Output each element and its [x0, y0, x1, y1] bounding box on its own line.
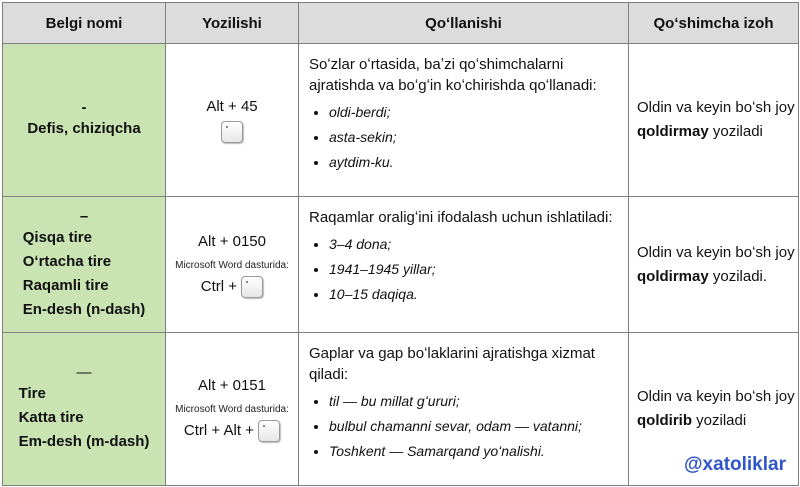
list-item: • 3–4 dona; — [329, 232, 618, 257]
sign-name: Em-desh (m-dash) — [18, 433, 150, 450]
sign-name: Katta tire — [18, 409, 84, 426]
list-item: • asta-sekin; — [329, 125, 618, 150]
usage-cell — [299, 333, 629, 486]
sign-symbol: - — [81, 99, 87, 116]
usage-text: Raqamlar oraligʻini ifodalash uchun ishlatiladi: — [309, 209, 613, 226]
list-item: • Toshkent — Samarqand yoʻnalishi. — [329, 439, 618, 464]
sign-name: Qisqa tire — [22, 228, 92, 246]
extra-note-bold: qoldirib — [637, 412, 692, 429]
list-item: • aytdim-ku. — [329, 150, 618, 175]
usage-text: Soʻzlar oʻrtasida, baʼzi qoʻshimchalarni ajratishda va boʻgʻin koʻchirishda qoʻllanadi: — [309, 56, 597, 94]
header-sign-name: Belgi nomi — [3, 3, 166, 44]
usage-cell — [299, 197, 629, 333]
alt-code: Alt + 0151 — [198, 377, 266, 394]
table-row-em-dash — [3, 333, 799, 486]
sign-name: Raqamli tire — [22, 276, 109, 294]
extra-note-cell — [629, 197, 799, 333]
typing-cell — [166, 44, 299, 197]
extra-note-bold: qoldirmay — [637, 123, 709, 140]
header-typing: Yozilishi — [166, 3, 299, 44]
list-item: • oldi-berdi; — [329, 100, 618, 125]
list-item: • bulbul chamanni sevar, odam — vatanni; — [329, 414, 618, 439]
header-row — [3, 3, 799, 44]
typing-cell — [166, 333, 299, 486]
usage-cell — [299, 44, 629, 197]
sign-name: En-desh (n-dash) — [22, 300, 146, 318]
sign-name-cell — [3, 333, 166, 486]
key-icon — [221, 121, 243, 143]
alt-code: Alt + 45 — [206, 98, 258, 115]
sign-name: Oʻrtacha tire — [22, 252, 112, 270]
example-list — [309, 232, 618, 307]
example-list — [309, 100, 618, 175]
extra-note-text: yoziladi — [692, 412, 747, 429]
sign-name-cell — [3, 197, 166, 333]
sign-symbol: – — [79, 207, 89, 225]
extra-note-text: Oldin va keyin boʻsh joy — [637, 243, 795, 261]
header-extra-note: Qoʻshimcha izoh — [629, 3, 799, 44]
sign-name-cell — [3, 44, 166, 197]
table-row-hyphen — [3, 44, 799, 197]
usage-text: Gaplar va gap boʻlaklarini ajratishga xizmat qiladi: — [309, 345, 595, 383]
word-note: Microsoft Word dasturida: — [175, 259, 289, 271]
extra-note-text: Oldin va keyin boʻsh joy — [637, 99, 795, 116]
extra-note-bold: qoldirmay — [637, 267, 709, 285]
extra-note-text: yoziladi — [708, 123, 763, 140]
sign-name: Tire — [18, 385, 46, 402]
list-item: • 1941–1945 yillar; — [329, 257, 618, 282]
punctuation-table — [2, 2, 799, 486]
header-usage: Qoʻllanishi — [299, 3, 629, 44]
channel-watermark: @xatoliklar — [684, 454, 786, 475]
sign-name: Defis, chiziqcha — [27, 120, 141, 137]
sign-symbol: — — [76, 364, 92, 381]
list-item: • 10–15 daqiqa. — [329, 282, 618, 307]
table-row-en-dash — [3, 197, 799, 333]
extra-note-text: yoziladi. — [708, 267, 768, 285]
list-item: • til — bu millat gʻururi; — [329, 389, 618, 414]
alt-code: Alt + 0150 — [198, 232, 266, 250]
extra-note-cell — [629, 44, 799, 197]
key-icon — [258, 420, 280, 442]
key-icon — [241, 276, 263, 298]
word-shortcut: Ctrl + — [200, 277, 238, 295]
word-shortcut: Ctrl + Alt + — [183, 421, 254, 439]
typing-cell — [166, 197, 299, 333]
example-list — [309, 389, 618, 464]
word-note: Microsoft Word dasturida: — [175, 404, 289, 415]
extra-note-text: Oldin va keyin boʻsh joy — [637, 388, 795, 405]
